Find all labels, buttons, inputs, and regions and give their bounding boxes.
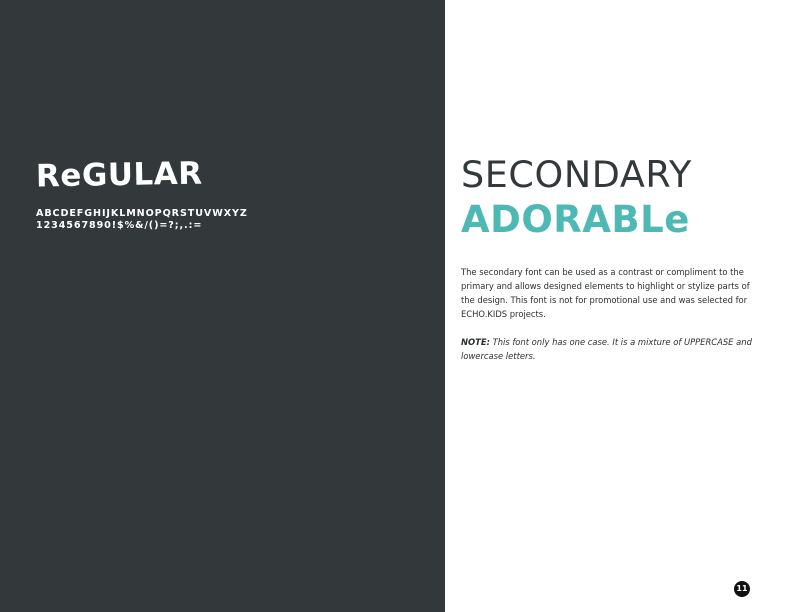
- font-style-name: ReGULAR: [35, 155, 203, 195]
- font-name-title: ADORABLe: [461, 198, 690, 241]
- note-label: NOTE:: [461, 337, 490, 347]
- font-note: [461, 335, 757, 363]
- numeral-symbol-glyphs: 1234567890!$%&/()=?;,.:=: [36, 220, 203, 231]
- section-heading: SECONDARY: [461, 153, 692, 196]
- font-description: The secondary font can be used as a contrast or compliment to the primary and allows designed elements to highlight or stylize parts of the design. This font is not for promotional use and was selected for ECHO.KIDS projects.: [461, 267, 750, 319]
- alphabet-glyphs: ABCDEFGHIJKLMNOPQRSTUVWXYZ: [36, 208, 248, 219]
- note-text: This font only has one case. It is a mixture of UPPERCASE and lowercase letters.: [461, 337, 752, 361]
- page-number-badge: 11: [734, 581, 750, 597]
